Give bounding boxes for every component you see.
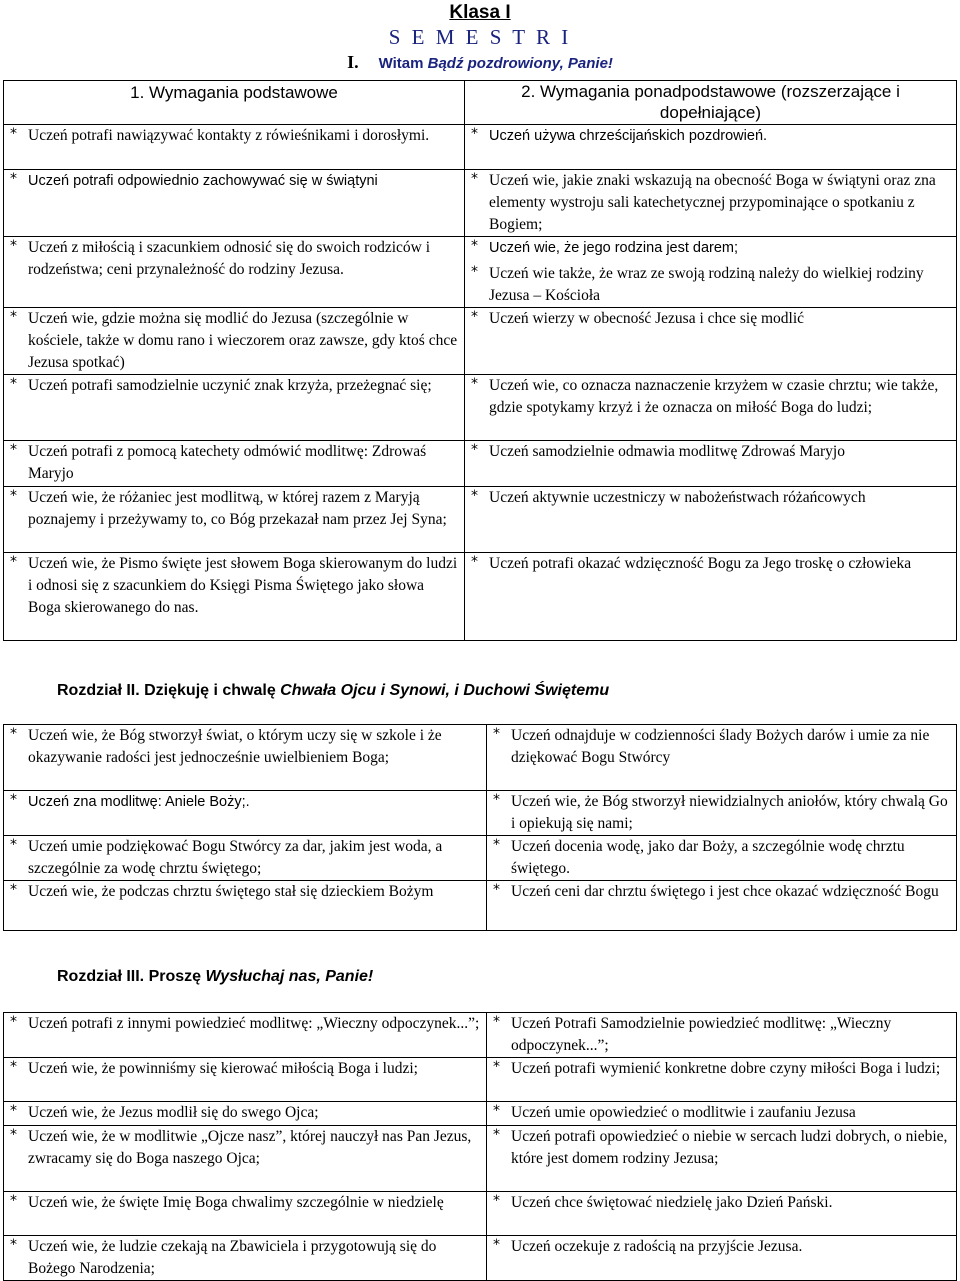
requirement-text: Uczeń chce świętować niedzielę jako Dzień Pański. bbox=[511, 1194, 833, 1211]
table-row: * Uczeń wie, że powinniśmy się kierować miłością Boga i ludzi; * Uczeń potrafi wymienić konkretne dobre czyny miłości Boga i ludzi; bbox=[4, 1058, 957, 1102]
requirement-text: Uczeń oczekuje z radością na przyjście Jezusa. bbox=[511, 1238, 803, 1255]
requirements-table-1 bbox=[3, 80, 957, 641]
table-row: * Uczeń wie, że różaniec jest modlitwą, w której razem z Maryją poznajemy i przeżywamy to, co Bóg przekazał nam przez Jej Syna; * Uczeń aktywnie uczestniczy w nabożeństwach różańcowych bbox=[4, 486, 957, 552]
requirement-text: Uczeń samodzielnie odmawia modlitwę Zdrowaś Maryjo bbox=[489, 442, 845, 460]
requirement-text: Uczeń potrafi z innymi powiedzieć modlitwę: „Wieczny odpoczynek...”; bbox=[28, 1015, 480, 1032]
column-header-row bbox=[4, 81, 957, 125]
requirement-text: Uczeń umie podziękować Bogu Stwórcy za dar, jakim jest woda, a szczególnie za wodę chrztu świętego; bbox=[28, 838, 443, 877]
requirement-text: Uczeń wie, że Bóg stworzył świat, o którym uczy się w szkole i że okazywanie radości jest jednocześnie uwielbieniem Boga; bbox=[28, 727, 442, 766]
requirement-text: Uczeń wie także, że wraz ze swoją rodziną należy do wielkiej rodziny Jezusa – Kościoła bbox=[489, 264, 924, 304]
requirement-text: Uczeń wie, że Pismo święte jest słowem Boga skierowanym do ludzi i odnosi się z szacunkiem do Księgi Pisma Świętego jako słowa Boga skierowanego do nas. bbox=[28, 554, 458, 616]
table-row: * Uczeń potrafi odpowiednio zachowywać się w świątyni * Uczeń wie, jakie znaki wskazują na obecność Boga w świątyni oraz zna elementy wystroju sali katechetycznej przypominające o spotkaniu z Bogiem; bbox=[4, 169, 957, 236]
requirement-text: Uczeń ceni dar chrztu świętego i jest chce okazać wdzięczność Bogu bbox=[511, 883, 939, 900]
requirement-text: Uczeń wierzy w obecność Jezusa i chce się modlić bbox=[489, 309, 805, 327]
requirement-text: Uczeń wie, gdzie można się modlić do Jezusa (szczególnie w kościele, także w domu rano i wieczorem oraz zawsze, gdy ktoś chce Jezusa spotkać) bbox=[28, 309, 458, 371]
requirement-text: Uczeń zna modlitwę: Aniele Boży;. bbox=[28, 794, 250, 810]
chapter-one-heading bbox=[0, 50, 960, 76]
requirement-text: Uczeń docenia wodę, jako dar Boży, a szczególnie wodę chrztu świętego. bbox=[511, 838, 905, 877]
requirement-text: Uczeń potrafi nawiązywać kontakty z rówieśnikami i dorosłymi. bbox=[28, 126, 430, 144]
table-row: * Uczeń wie, że podczas chrztu świętego stał się dzieckiem Bożym * Uczeń ceni dar chrztu świętego i jest chce okazać wdzięczność Bogu bbox=[4, 881, 957, 931]
requirement-text: Uczeń Potrafi Samodzielnie powiedzieć modlitwę: „Wieczny odpoczynek...”; bbox=[511, 1015, 892, 1054]
table-row: * Uczeń potrafi z pomocą katechety odmówić modlitwę: Zdrowaś Maryjo * Uczeń samodzielnie odmawia modlitwę Zdrowaś Maryjo bbox=[4, 440, 957, 486]
requirement-text: Uczeń wie, że powinniśmy się kierować miłością Boga i ludzi; bbox=[28, 1060, 418, 1077]
requirement-text: Uczeń wie, że podczas chrztu świętego stał się dzieckiem Bożym bbox=[28, 883, 434, 900]
requirement-text: Uczeń potrafi z pomocą katechety odmówić modlitwę: Zdrowaś Maryjo bbox=[28, 442, 427, 482]
requirement-text: Uczeń umie opowiedzieć o modlitwie i zaufaniu Jezusa bbox=[511, 1104, 856, 1121]
document-title: Klasa I bbox=[449, 2, 511, 23]
requirement-text: Uczeń odnajduje w codzienności ślady Bożych darów i umie za nie dziękować Bogu Stwórcy bbox=[511, 727, 930, 766]
requirement-text: Uczeń wie, że jego rodzina jest darem; bbox=[489, 239, 739, 256]
chapter-three-heading: Rozdział III. Proszę Wysłuchaj nas, Panie! bbox=[57, 968, 374, 985]
requirements-table-3 bbox=[3, 1012, 957, 1281]
table-row: * Uczeń wie, że święte Imię Boga chwalimy szczególnie w niedzielę * Uczeń chce świętować niedzielę jako Dzień Pański. bbox=[4, 1192, 957, 1236]
requirement-text: Uczeń aktywnie uczestniczy w nabożeństwach różańcowych bbox=[489, 488, 866, 506]
table-row: * Uczeń zna modlitwę: Aniele Boży;. * Uczeń wie, że Bóg stworzył niewidzialnych aniołów, który chwalą Go i opiekują się nami; bbox=[4, 791, 957, 836]
table-row: * Uczeń z miłością i szacunkiem odnosić się do swoich rodziców i rodzeństwa; ceni przynależność do rodziny Jezusa. * Uczeń wie, że jego rodzina jest darem; * Uczeń wie także, że wraz ze swoją rodziną należy do wielkiej rodziny Jezusa – Kościoła bbox=[4, 236, 957, 307]
requirement-text: Uczeń wie, co oznacza naznaczenie krzyżem w czasie chrztu; wie także, gdzie spotykamy krzyż i że oznacza on miłość Boga do ludzi; bbox=[489, 376, 939, 416]
requirement-text: Uczeń z miłością i szacunkiem odnosić się do swoich rodziców i rodzeństwa; ceni przynależność do rodziny Jezusa. bbox=[28, 238, 431, 278]
column-header-basic: 1. Wymagania podstawowe bbox=[4, 81, 465, 125]
requirement-text: Uczeń potrafi odpowiednio zachowywać się w świątyni bbox=[28, 172, 378, 189]
table-row: * Uczeń wie, że Pismo święte jest słowem Boga skierowanym do ludzi i odnosi się z szacunkiem do Księgi Pisma Świętego jako słowa Boga skierowanego do nas. * Uczeń potrafi okazać wdzięczność Bogu za Jego troskę o człowieka bbox=[4, 552, 957, 640]
chapter-title: Witam Bądź pozdrowiony, Panie! bbox=[378, 55, 613, 72]
table-row: * Uczeń potrafi nawiązywać kontakty z rówieśnikami i dorosłymi. * Uczeń używa chrześcijańskich pozdrowień. bbox=[4, 124, 957, 169]
table-row: * Uczeń wie, że Bóg stworzył świat, o którym uczy się w szkole i że okazywanie radości jest jednocześnie uwielbieniem Boga; * Uczeń odnajduje w codzienności ślady Bożych darów i umie za nie dziękować Bogu Stwórcy bbox=[4, 725, 957, 791]
requirement-text: Uczeń potrafi okazać wdzięczność Bogu za Jego troskę o człowieka bbox=[489, 554, 912, 572]
chapter-number: I. bbox=[347, 52, 359, 72]
chapter-two-heading: Rozdział II. Dziękuję i chwalę Chwała Ojcu i Synowi, i Duchowi Świętemu bbox=[57, 682, 610, 699]
requirement-text: Uczeń wie, że Bóg stworzył niewidzialnych aniołów, który chwalą Go i opiekują się nami; bbox=[511, 793, 948, 832]
table-row: * Uczeń wie, że w modlitwie „Ojcze nasz”, której nauczył nas Pan Jezus, zwracamy się do Boga naszego Ojca; * Uczeń potrafi opowiedzieć o niebie w sercach ludzi dobrych, o niebie, które jest domem rodziny Jezusa; bbox=[4, 1126, 957, 1192]
table-row: * Uczeń wie, że Jezus modlił się do swego Ojca; * Uczeń umie opowiedzieć o modlitwie i zaufaniu Jezusa bbox=[4, 1102, 957, 1126]
table-row: * Uczeń potrafi z innymi powiedzieć modlitwę: „Wieczny odpoczynek...”; * Uczeń Potrafi Samodzielnie powiedzieć modlitwę: „Wieczny odpoczynek...”; bbox=[4, 1013, 957, 1058]
table-row: * Uczeń wie, gdzie można się modlić do Jezusa (szczególnie w kościele, także w domu rano i wieczorem oraz zawsze, gdy ktoś chce Jezusa spotkać) * Uczeń wierzy w obecność Jezusa i chce się modlić bbox=[4, 307, 957, 374]
semester-heading: S E M E S T R I bbox=[388, 25, 572, 49]
requirement-text: Uczeń potrafi samodzielnie uczynić znak krzyża, przeżegnać się; bbox=[28, 376, 432, 394]
requirement-text: Uczeń wie, że w modlitwie „Ojcze nasz”, której nauczył nas Pan Jezus, zwracamy się do Boga naszego Ojca; bbox=[28, 1128, 472, 1167]
requirement-text: Uczeń wie, jakie znaki wskazują na obecność Boga w świątyni oraz zna elementy wystroju sali katechetycznej przypominające o spotkaniu z Bogiem; bbox=[489, 171, 936, 233]
table-row: * Uczeń potrafi samodzielnie uczynić znak krzyża, przeżegnać się; * Uczeń wie, co oznacza naznaczenie krzyżem w czasie chrztu; wie także, gdzie spotykamy krzyż i że oznacza on miłość Boga do ludzi; bbox=[4, 374, 957, 440]
requirement-text: Uczeń potrafi opowiedzieć o niebie w sercach ludzi dobrych, o niebie, które jest domem rodziny Jezusa; bbox=[511, 1128, 948, 1167]
requirement-text: Uczeń wie, że święte Imię Boga chwalimy szczególnie w niedzielę bbox=[28, 1194, 444, 1211]
column-header-extended: 2. Wymagania ponadpodstawowe (rozszerzające i dopełniające) bbox=[465, 81, 957, 125]
table-row: * Uczeń wie, że ludzie czekają na Zbawiciela i przygotowują się do Bożego Narodzenia; * Uczeń oczekuje z radością na przyjście Jezusa. bbox=[4, 1236, 957, 1281]
requirement-text: Uczeń potrafi wymienić konkretne dobre czyny miłości Boga i ludzi; bbox=[511, 1060, 941, 1077]
requirement-text: Uczeń używa chrześcijańskich pozdrowień. bbox=[489, 127, 768, 144]
requirements-table-2 bbox=[3, 724, 957, 931]
requirement-text: Uczeń wie, że różaniec jest modlitwą, w której razem z Maryją poznajemy i przeżywamy to, co Bóg przekazał nam przez Jej Syna; bbox=[28, 488, 447, 528]
table-row: * Uczeń umie podziękować Bogu Stwórcy za dar, jakim jest woda, a szczególnie za wodę chrztu świętego; * Uczeń docenia wodę, jako dar Boży, a szczególnie wodę chrztu świętego. bbox=[4, 836, 957, 881]
requirement-text: Uczeń wie, że ludzie czekają na Zbawiciela i przygotowują się do Bożego Narodzenia; bbox=[28, 1238, 437, 1277]
requirement-text: Uczeń wie, że Jezus modlił się do swego Ojca; bbox=[28, 1104, 319, 1121]
